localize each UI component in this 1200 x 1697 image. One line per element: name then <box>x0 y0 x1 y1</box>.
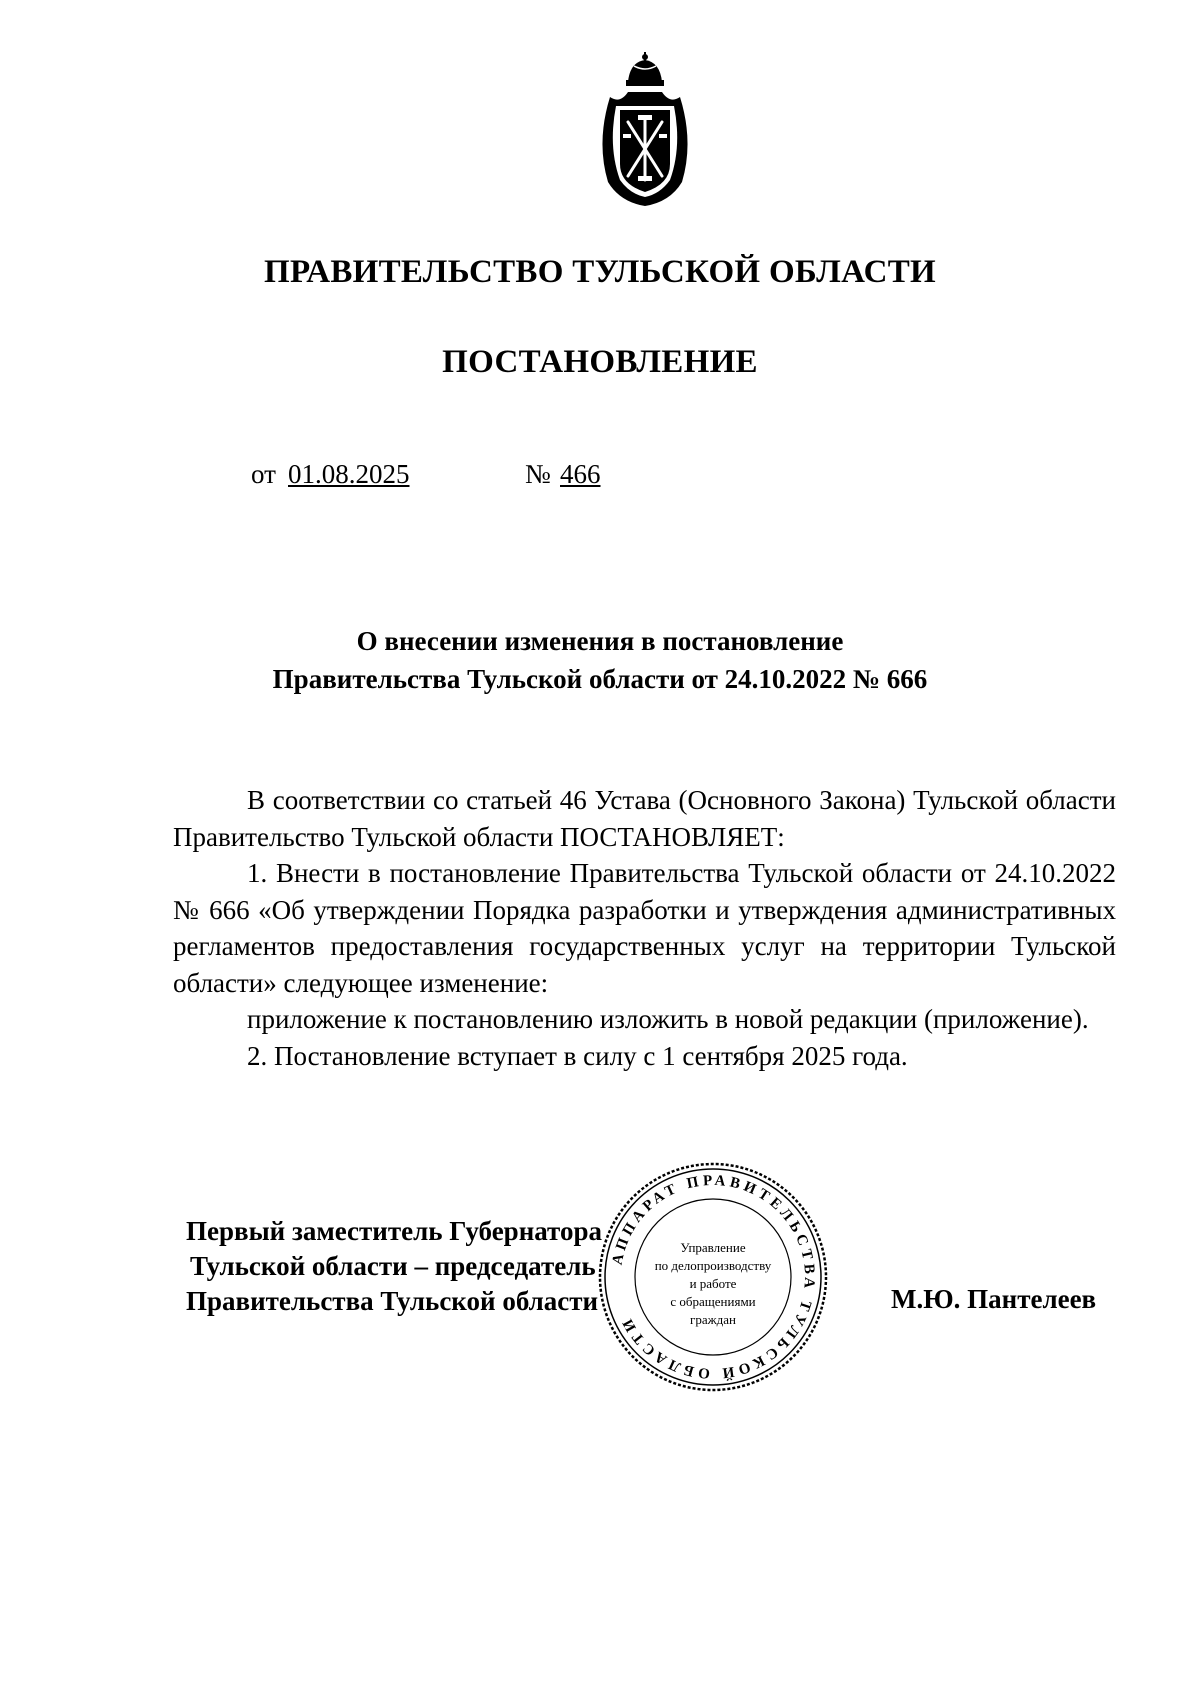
signatory-position <box>186 1214 602 1319</box>
document-type-title: ПОСТАНОВЛЕНИЕ <box>442 344 758 380</box>
document-date: 01.08.2025 <box>288 459 410 489</box>
tula-coat-of-arms-icon <box>590 52 700 212</box>
body-paragraph: 2. Постановление вступает в силу с 1 сентября 2025 года. <box>247 1040 908 1071</box>
organization-title: ПРАВИТЕЛЬСТВО ТУЛЬСКОЙ ОБЛАСТИ <box>264 254 936 290</box>
official-stamp <box>596 1160 830 1394</box>
stamp-outer-text: АППАРАТ ПРАВИТЕЛЬСТВА ТУЛЬСКОЙ ОБЛАСТИ <box>609 1172 818 1382</box>
stamp-inner-line: Управление <box>680 1240 746 1255</box>
body-paragraph: В соответствии со статьей 46 Устава (Основного Закона) Тульской области Правительство Тульской области ПОСТАНОВЛЯЕТ: <box>173 785 1116 852</box>
stamp-inner-line: с обращениями <box>670 1294 756 1309</box>
stamp-inner-line: и работе <box>689 1276 737 1291</box>
number-label: № <box>525 459 551 489</box>
body-paragraph: приложение к постановлению изложить в новой редакции (приложение). <box>247 1004 1089 1034</box>
subject-line: Правительства Тульской области от 24.10.2022 № 666 <box>272 664 928 694</box>
body-paragraph: 1. Внести в постановление Правительства Тульской области от 24.10.2022 № 666 «Об утверждении Порядка разработки и утверждения административных регламентов предоставления государственных услуг на территории Тульской области» следующее изменение: <box>173 858 1116 998</box>
document-subject <box>0 622 1200 698</box>
document-body <box>173 782 1116 1074</box>
position-line: Первый заместитель Губернатора <box>186 1216 602 1246</box>
signatory-name: М.Ю. Пантелеев <box>891 1284 1097 1314</box>
subject-line: О внесении изменения в постановление <box>356 626 844 656</box>
stamp-inner-line: по делопроизводству <box>654 1258 772 1273</box>
date-label: от <box>251 459 276 489</box>
stamp-inner-line: граждан <box>690 1312 736 1327</box>
position-line: Правительства Тульской области <box>186 1286 599 1316</box>
document-number: 466 <box>560 459 601 489</box>
position-line: Тульской области – председатель <box>190 1251 596 1281</box>
